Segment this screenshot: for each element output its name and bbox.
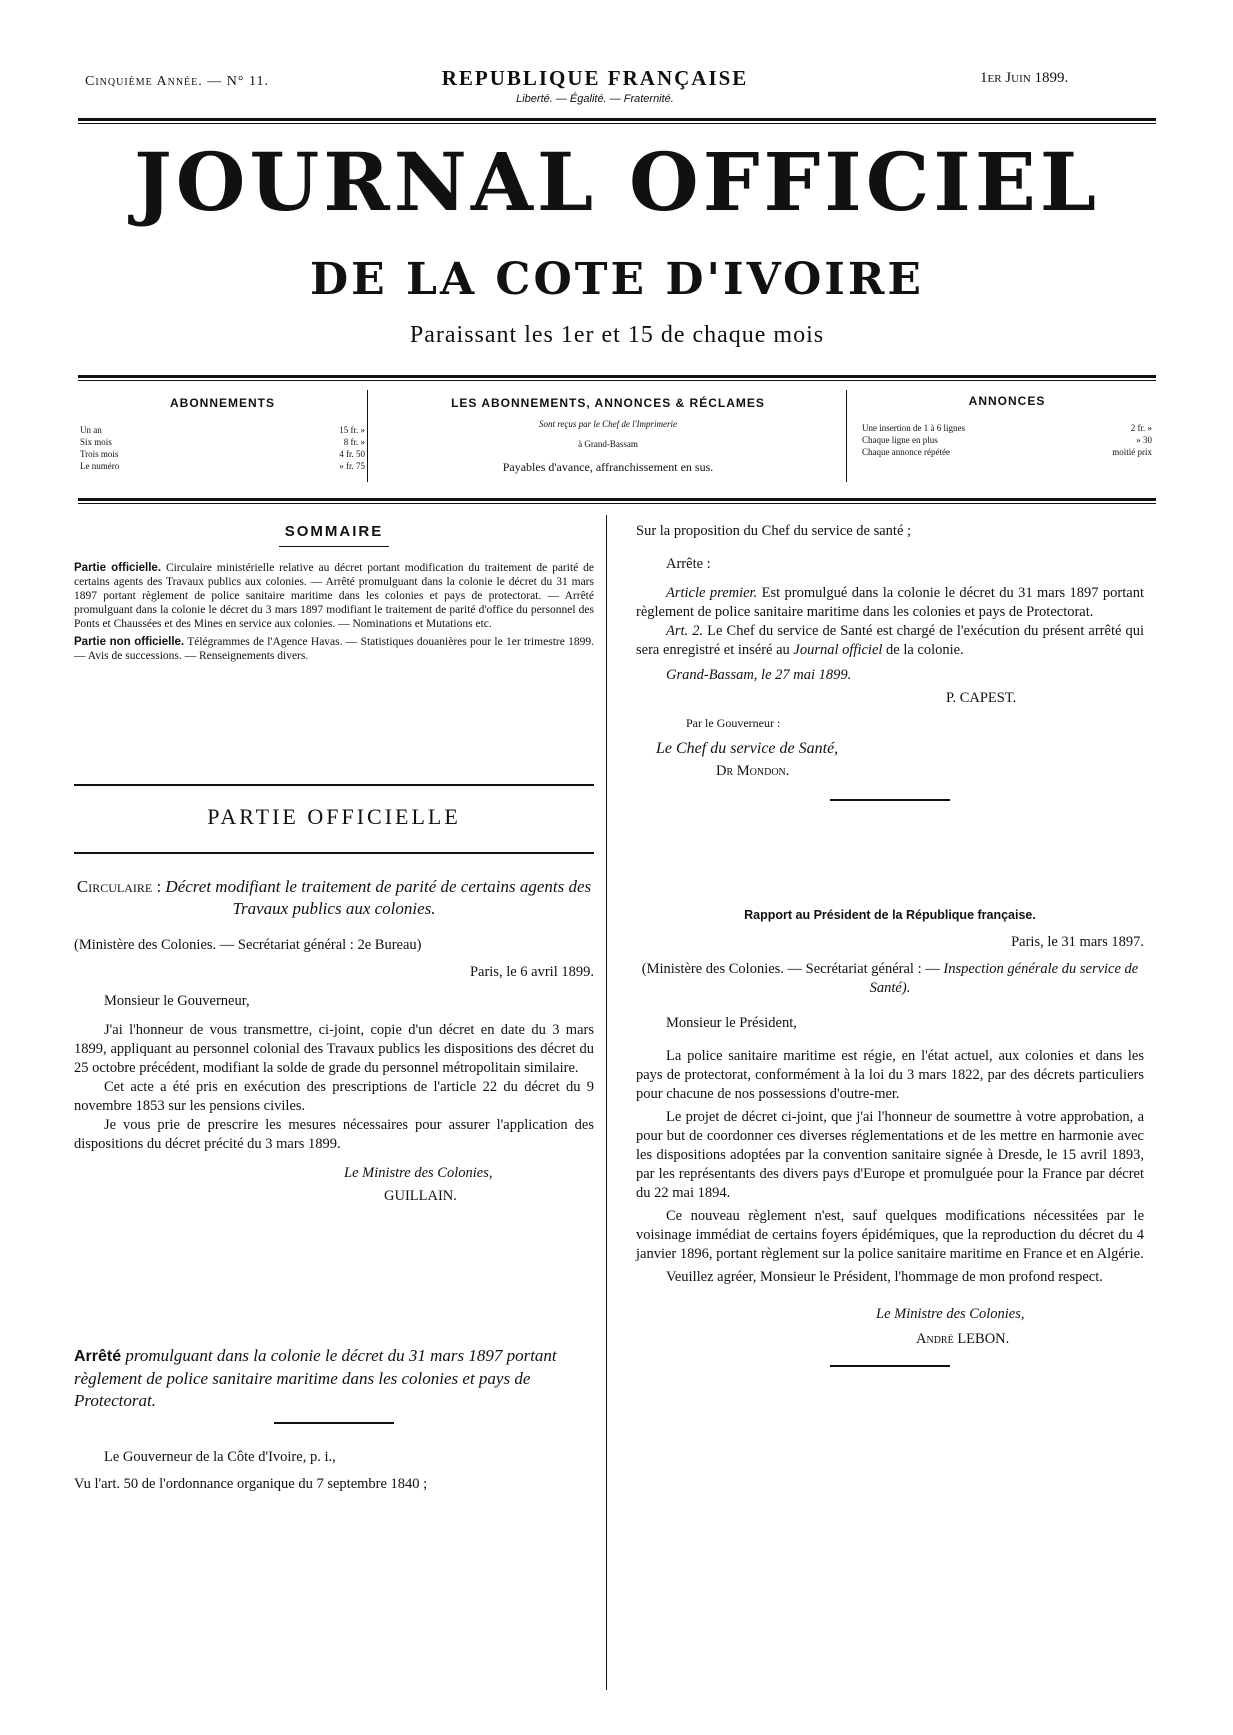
row-label: Six mois <box>80 437 112 447</box>
column-divider <box>606 515 607 1690</box>
rapport-paragraph: Veuillez agréer, Monsieur le Président, l'hommage de mon profond respect. <box>666 1269 1103 1285</box>
abonnements-heading: ABONNEMENTS <box>169 396 275 410</box>
row-value: » fr. 75 <box>339 461 365 471</box>
arrete-word: Arrête : <box>666 556 711 572</box>
rapport-salutation: Monsieur le Président, <box>666 1015 797 1031</box>
article-2-journal: Journal officiel <box>793 642 883 658</box>
arrete-label: Arrêté <box>74 1348 122 1365</box>
rapport-sign-title: Le Ministre des Colonies, <box>876 1306 1025 1322</box>
annonces-row <box>862 446 1152 458</box>
issue-date: 1er Juin 1899. <box>980 70 1069 86</box>
rapport-block <box>636 906 1144 1367</box>
box-divider <box>367 390 368 482</box>
circulaire-sign-name: GUILLAIN. <box>384 1188 457 1204</box>
center-line2: à Grand-Bassam <box>578 439 638 449</box>
abonnements-row <box>80 448 365 460</box>
section-rule <box>74 852 594 854</box>
republic-motto: Liberté. — Égalité. — Fraternité. <box>516 93 674 105</box>
signature-rule <box>830 799 950 801</box>
row-label: Trois mois <box>80 449 119 459</box>
arrete-heading <box>74 1345 594 1412</box>
sommaire-officielle <box>74 561 594 631</box>
rapport-ministere-text: (Ministère des Colonies. — Secrétariat général : — <box>641 961 940 977</box>
place-date: Grand-Bassam, le 27 mai 1899. <box>666 667 852 683</box>
ministere-line: (Ministère des Colonies. — Secrétariat général : 2e Bureau) <box>74 937 422 953</box>
circulaire-block <box>74 876 594 1206</box>
boxes-bottom-rule <box>78 498 1156 501</box>
rapport-inspection: Inspection générale du service de Santé). <box>869 961 1139 996</box>
row-value: 8 fr. » <box>343 437 365 447</box>
row-value: 15 fr. » <box>339 425 365 435</box>
annonces-heading: ANNONCES <box>968 394 1046 408</box>
arrete-block <box>74 1345 594 1494</box>
proposition-line: Sur la proposition du Chef du service de santé ; <box>636 523 912 539</box>
center-heading: LES ABONNEMENTS, ANNONCES & RÉCLAMES <box>451 396 765 410</box>
rapport-paragraph: Le projet de décret ci-joint, que j'ai l'honneur de soumettre à votre approbation, a pour but de coordonner ces diverses réglementations et de les mettre en harmonie avec les dispositions adoptées par la convention sanitaire signée à Dresde, le 15 avril 1893, par les représentants des divers pays d'Europe et promulguée pour la France par décret du 22 mai 1894. <box>636 1109 1144 1201</box>
vu-line: Vu l'art. 50 de l'ordonnance organique du 7 septembre 1840 ; <box>74 1476 428 1492</box>
rapport-ministere <box>636 960 1144 998</box>
article-2-text: Le Chef du service de Santé est chargé de l'exécution du présent arrêté qui sera enregistré et inséré au <box>636 623 1145 658</box>
journal-subtitle: DE LA COTE D'IVOIRE <box>310 254 924 305</box>
sommaire-officielle-label: Partie officielle. <box>74 562 162 574</box>
row-value: » 30 <box>1136 435 1152 445</box>
annonces-box <box>862 394 1152 458</box>
journal-title: JOURNAL OFFICIEL <box>133 135 1101 229</box>
circulaire-paragraph: Cet acte a été pris en exécution des prescriptions de l'article 22 du décret du 9 novembre 1853 sur les pensions civiles. <box>74 1079 594 1114</box>
gouverneur-line: Le Gouverneur de la Côte d'Ivoire, p. i., <box>104 1449 336 1465</box>
article-2 <box>636 622 1144 660</box>
row-value: moitié prix <box>1112 447 1152 457</box>
right-column <box>636 522 1144 801</box>
circulaire-salutation: Monsieur le Gouverneur, <box>104 993 250 1009</box>
circulaire-title-line <box>74 876 594 920</box>
annonces-row <box>862 422 1152 434</box>
sommaire-officielle-text: Circulaire ministérielle relative au décret portant modification du traitement de parité de certains agents des Travaux publics aux colonies. — Arrêté promulguant dans la colonie le décret du 31 mars 1897 portant règlement de police sanitaire maritime dans les colonies et pays de protectorat. — Arrêté promulguant dans la colonie le décret du 3 mars 1897 modifiant le traitement de parité d'office du personnel des Ponts et Chaussées et des Mines en service aux colonies. — Nominations et Mutations etc. <box>74 562 594 630</box>
rapport-date: Paris, le 31 mars 1897. <box>1011 934 1144 950</box>
sommaire-non-officielle-label: Partie non officielle. <box>74 636 185 648</box>
publication-frequency: Paraissant les 1er et 15 de chaque mois <box>409 322 825 348</box>
abonnements-rows <box>80 424 365 472</box>
closing-rule <box>830 1365 950 1367</box>
annonces-rows <box>862 422 1152 458</box>
row-value: 2 fr. » <box>1130 423 1152 433</box>
republic-title: REPUBLIQUE FRANÇAISE <box>441 66 749 90</box>
row-label: Le numéro <box>80 461 120 471</box>
partie-officielle-heading: PARTIE OFFICIELLE <box>207 804 461 829</box>
header-rule-thin <box>78 123 1156 124</box>
article-1 <box>636 584 1144 622</box>
republic-block <box>380 66 810 105</box>
rapport-paragraph: Ce nouveau règlement n'est, sauf quelques modifications nécessitées par le voisinage immédiat de certains foyers épidémiques, que la reproduction du décret du 4 janvier 1896, portant règlement sur la police sanitaire maritime en France et en Algérie. <box>636 1208 1144 1262</box>
rapport-paragraph: La police sanitaire maritime est régie, en l'état actuel, aux colonies et dans les pays de protectorat, conformément à la loi du 3 mars 1822, par des décrets particuliers pour chacune de nos possessions d'outre-mer. <box>636 1048 1144 1102</box>
sommaire-heading: SOMMAIRE <box>284 523 384 540</box>
article-1-text: Est promulgué dans la colonie le décret du 31 mars 1897 portant règlement de police sanitaire maritime dans les colonies et pays de Protectorat. <box>636 585 1144 620</box>
sommaire-non-officielle-text: Télégrammes de l'Agence Havas. — Statistiques douanières pour le 1er trimestre 1899. — Avis de successions. — Renseignements divers. <box>74 636 594 662</box>
rapport-sign-name: André LEBON. <box>916 1331 1010 1347</box>
center-box <box>378 396 838 475</box>
circulaire-title: Décret modifiant le traitement de parité de certains agents des Travaux publics aux colonies. <box>165 877 592 918</box>
row-label: Chaque annonce répétée <box>862 447 950 457</box>
arrete-title: promulguant dans la colonie le décret du 31 mars 1897 portant règlement de police sanitaire maritime dans les colonies et pays de Protectorat. <box>74 1346 557 1410</box>
section-rule <box>74 784 594 786</box>
center-line1: Sont reçus par le Chef de l'Imprimerie <box>538 419 678 429</box>
sommaire-rule <box>279 546 389 547</box>
row-label: Chaque ligne en plus <box>862 435 938 445</box>
row-label: Une insertion de 1 à 6 lignes <box>862 423 965 433</box>
annonces-row <box>862 434 1152 446</box>
article-1-label: Article premier. <box>666 585 758 601</box>
mondon-name: Dr Mondon. <box>716 763 790 779</box>
boxes-bottom-rule-thin <box>78 503 1156 504</box>
par-gouverneur: Par le Gouverneur : <box>686 716 781 730</box>
row-label: Un an <box>80 425 102 435</box>
issue-number: Cinquième Année. — N° 11. <box>85 74 269 89</box>
circulaire-paragraph: Je vous prie de prescrire les mesures nécessaires pour assurer l'application des dispositions du décret précité du 3 mars 1899. <box>74 1117 594 1152</box>
article-2-end: de la colonie. <box>886 642 964 658</box>
box-divider <box>846 390 847 482</box>
abonnements-row <box>80 460 365 472</box>
abonnements-row <box>80 436 365 448</box>
chef-sante: Le Chef du service de Santé, <box>656 740 839 757</box>
rapport-heading: Rapport au Président de la République française. <box>744 908 1036 922</box>
circulaire-label: Circulaire : <box>76 877 162 896</box>
header-rule <box>78 118 1156 121</box>
article-2-label: Art. 2. <box>666 623 704 639</box>
sommaire-non-officielle <box>74 635 594 663</box>
row-value: 4 fr. 50 <box>339 449 365 459</box>
circulaire-sign-title: Le Ministre des Colonies, <box>344 1165 493 1181</box>
abonnements-row <box>80 424 365 436</box>
arrete-rule <box>274 1422 394 1424</box>
signer-name: P. CAPEST. <box>946 690 1017 706</box>
circulaire-date: Paris, le 6 avril 1899. <box>469 964 594 980</box>
left-column <box>74 522 594 663</box>
boxes-top-rule-thin <box>78 380 1156 381</box>
circulaire-paragraph: J'ai l'honneur de vous transmettre, ci-joint, copie d'un décret en date du 3 mars 1899, appliquant au personnel colonial des Travaux publics les dispositions des décret du 25 octobre précédent, modifiant la solde de grade du personnel métropolitain similaire. <box>74 1022 594 1076</box>
abonnements-box <box>80 396 365 472</box>
boxes-top-rule <box>78 375 1156 378</box>
center-line3: Payables d'avance, affranchissement en sus. <box>502 460 714 474</box>
